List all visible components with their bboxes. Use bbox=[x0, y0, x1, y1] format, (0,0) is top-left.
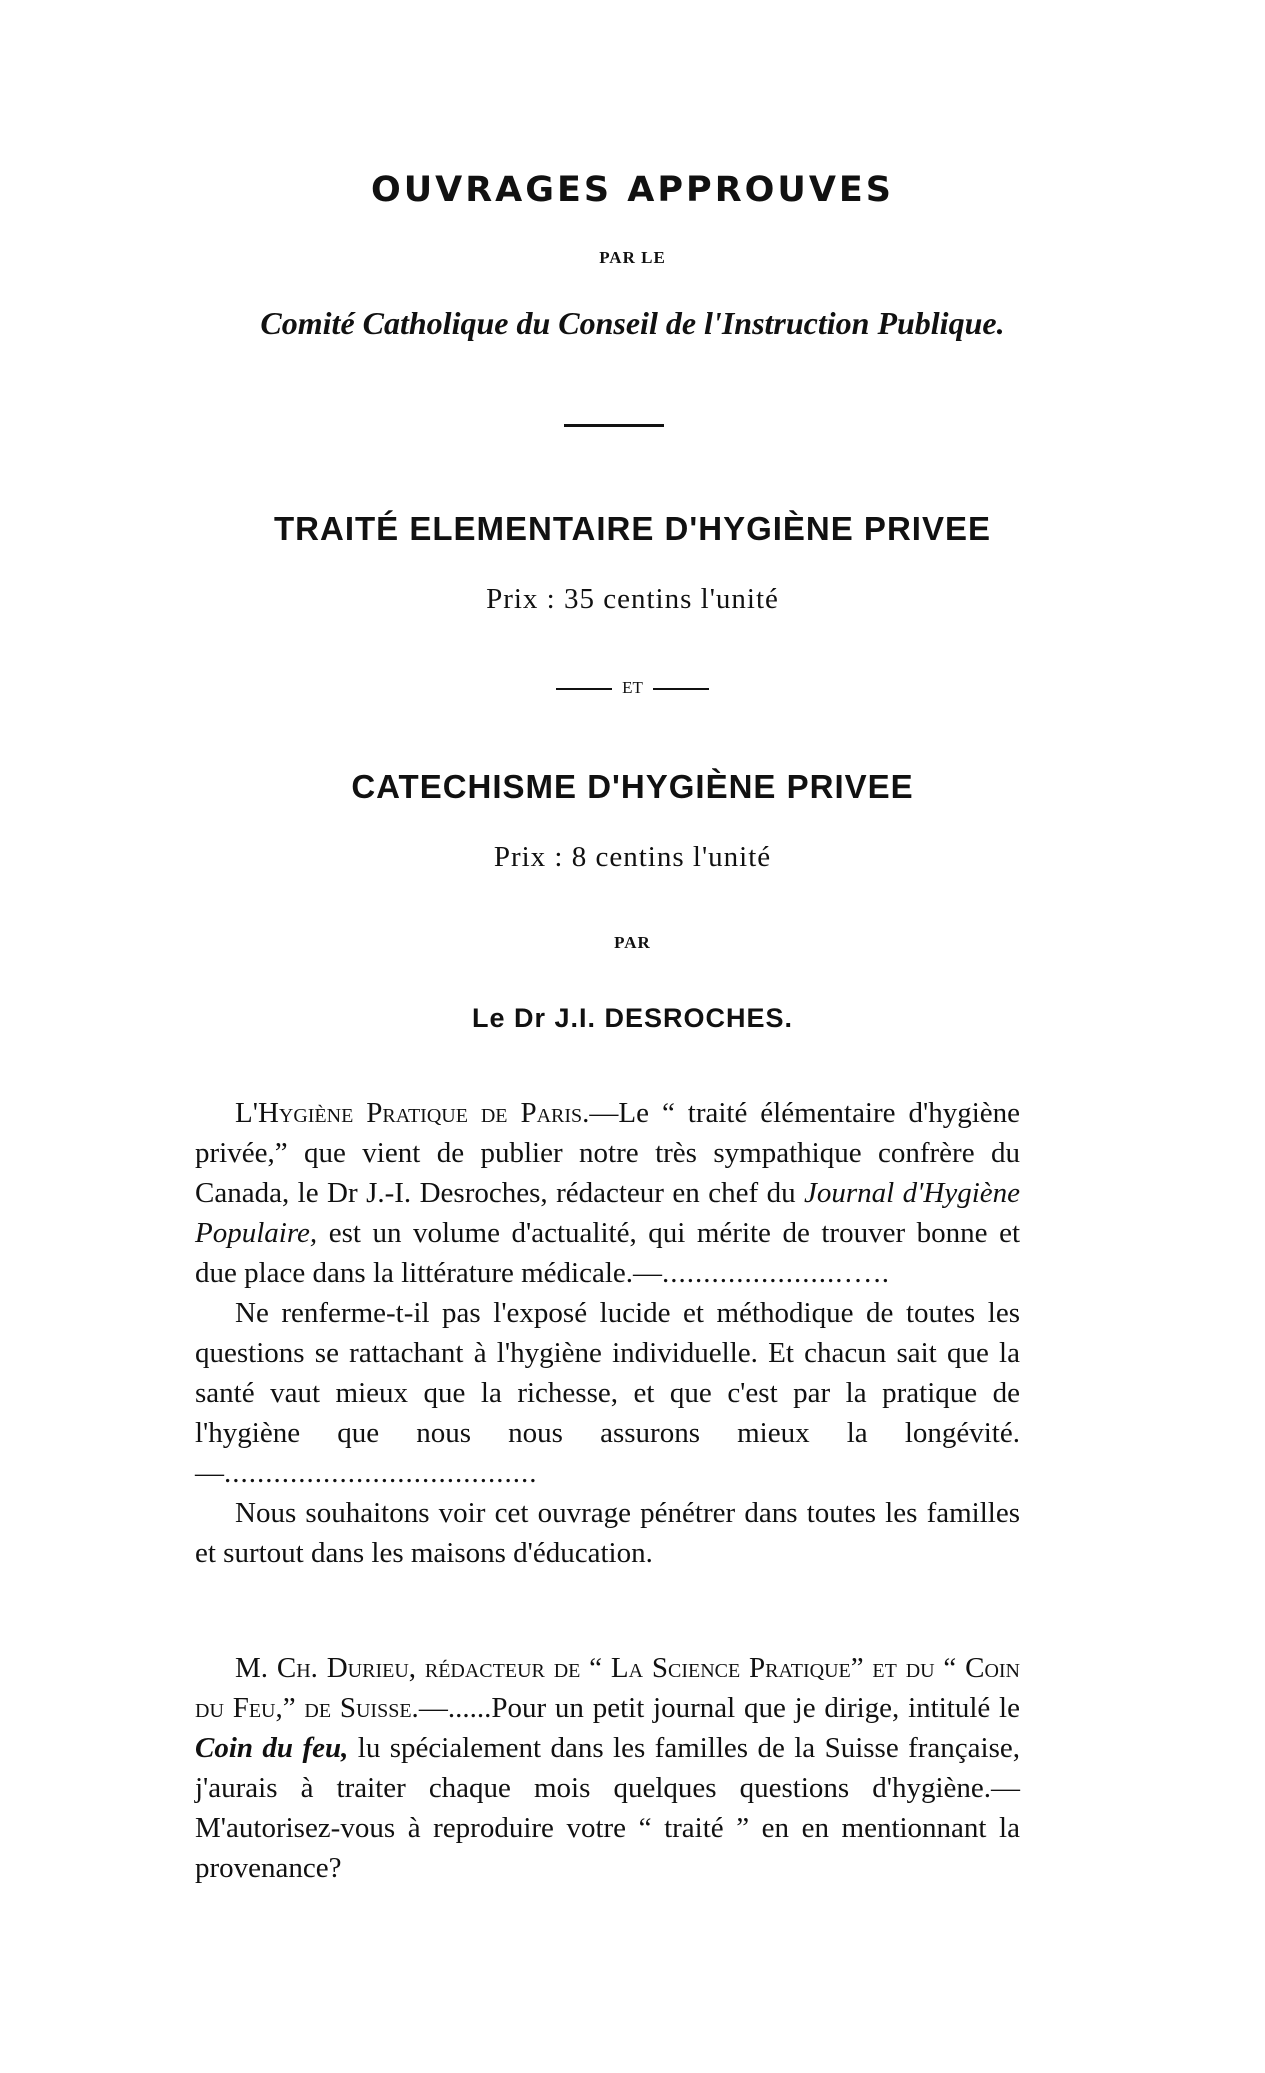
et-separator bbox=[0, 678, 1265, 698]
review1-paragraph-1 bbox=[195, 1093, 1020, 1293]
separator-rule bbox=[564, 424, 664, 427]
dash-right bbox=[653, 688, 709, 690]
review1-source: L'Hygiène Pratique de Paris. bbox=[235, 1097, 590, 1129]
author-line: Le Dr J.I. DESROCHES. bbox=[471, 1003, 794, 1033]
review2-paragraph bbox=[195, 1648, 1020, 1888]
review2-journal: Coin du feu, bbox=[195, 1732, 349, 1764]
dash-left bbox=[556, 688, 612, 690]
review1-text-c: Ne renferme-t-il pas l'exposé lucide et méthodique de toutes les questions se rattachant à l'hygiène individuelle. Et chacun sait que la santé vaut mieux que la richesse, et que c'est par la pratique de l'hygiène que nous nous assurons mieux la longévité.— bbox=[195, 1297, 1020, 1489]
par-label: PAR bbox=[614, 933, 651, 952]
review1-dots-2: ...................................... bbox=[224, 1457, 538, 1489]
review-hygiene-pratique bbox=[195, 1093, 1020, 1573]
review1-journal: Journal d'Hygiène Populaire, bbox=[195, 1177, 1020, 1249]
par-le-label: PAR LE bbox=[599, 248, 666, 267]
review2-source: M. Ch. Durieu, rédacteur de “ La Science Pratique” et du “ Coin du Feu,” de Suisse. bbox=[195, 1652, 1020, 1724]
committee-line: Comité Catholique du Conseil de l'Instruction Publique. bbox=[260, 305, 1005, 341]
review2-dash: —...... bbox=[418, 1692, 492, 1724]
review1-dots-1: ......................….. bbox=[662, 1257, 891, 1289]
price-catechisme: Prix : 8 centins l'unité bbox=[493, 841, 772, 873]
review1-paragraph-3: Nous souhaitons voir cet ouvrage pénétrer dans toutes les familles et surtout dans les maisons d'éducation. bbox=[195, 1497, 1020, 1569]
price-traite: Prix : 35 centins l'unité bbox=[486, 583, 779, 615]
main-heading: OUVRAGES APPROUVES bbox=[370, 170, 895, 210]
review-durieu bbox=[195, 1648, 1020, 1888]
review1-text-b: est un volume d'actualité, qui mérite de trouver bonne et due place dans la littérature médicale.— bbox=[195, 1217, 1020, 1289]
review1-paragraph-2 bbox=[195, 1293, 1020, 1493]
review2-text-b: lu spécialement dans les familles de la Suisse française, j'aurais à traiter chaque mois quelques questions d'hygiène.— M'autorisez-vous à reproduire votre “ traité ” en en mentionnant la provenance? bbox=[195, 1732, 1020, 1884]
review1-text-a: —Le “ traité élémentaire d'hygiène privée,” que vient de publier notre très sympathique confrère du Canada, le Dr J.-I. Desroches, rédacteur en chef du bbox=[195, 1097, 1020, 1209]
review2-text-a: Pour un petit journal que je dirige, intitulé le bbox=[491, 1692, 1020, 1724]
et-label: ET bbox=[622, 678, 643, 697]
work-title-traite: TRAITÉ ELEMENTAIRE D'HYGIÈNE PRIVEE bbox=[274, 510, 991, 547]
work-title-catechisme: CATECHISME D'HYGIÈNE PRIVEE bbox=[351, 768, 914, 805]
